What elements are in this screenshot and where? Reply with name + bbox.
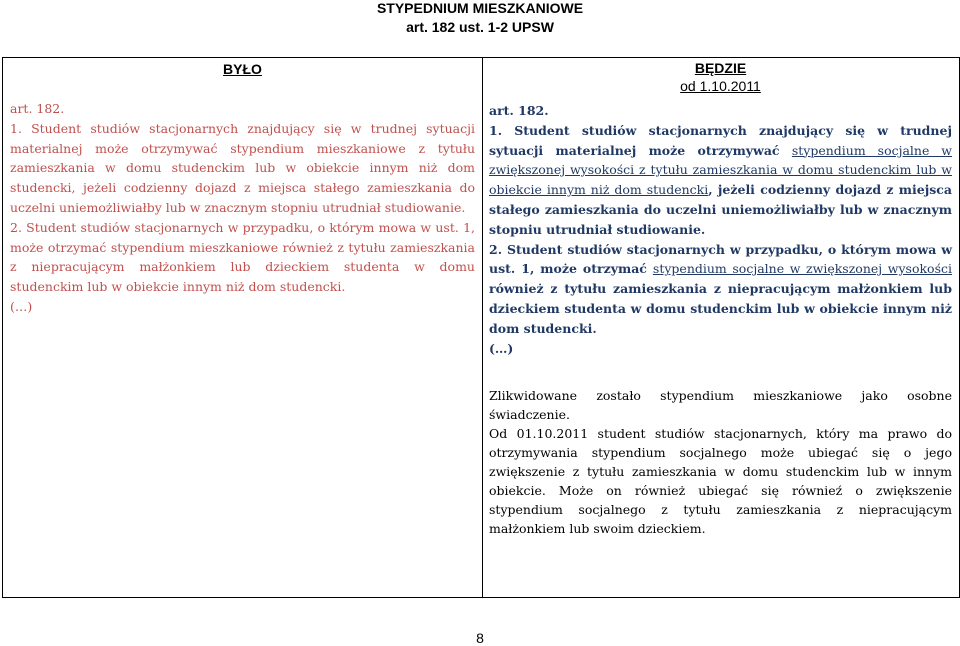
old-paragraph-1: 1. Student studiów stacjonarnych znajdujący się w trudnej sytuacji materialnej może otrzymywać stypendium mieszkaniowe z tytułu zamieszkania w domu studenckim lub w obiekcie innym niż dom studencki, jeżeli codzienny dojazd z miejsca stałego zamieszkania do uczelni uniemożliwiałby lub w znacznym stopniu utrudniał studiowanie.: [10, 120, 475, 215]
old-paragraph-2: 2. Student studiów stacjonarnych w przypadku, o którym mowa w ust. 1, może otrzymać stypendium mieszkaniowe również z tytułu zamieszkania z niepracującym małżonkiem lub dzieckiem studenta w domu studenckim lub w obiekcie innym niż dom studencki.: [10, 219, 475, 295]
comparison-table: [2, 57, 960, 598]
new-paragraph-2-underlined: stypendium socjalne w zwiększonej wysokości: [652, 261, 952, 277]
new-paragraph-2: [489, 240, 952, 339]
column-new: [483, 58, 960, 598]
effective-date: od 1.10.2011: [680, 78, 761, 94]
old-ellipsis: (…): [10, 298, 33, 314]
new-paragraph-1-end: , jeżeli codzienny dojazd z miejsca stałego zamieszkania do uczelni uniemożliwiałby lub w znacznym stopniu utrudniał studiowanie.: [489, 182, 953, 237]
heading-old: BYŁO: [223, 61, 262, 77]
new-paragraph-2-start: 2. Student studiów stacjonarnych w przypadku, o którym mowa w ust. 1, może otrzymać: [489, 241, 952, 277]
document-subtitle: art. 182 ust. 1-2 UPSW: [406, 19, 554, 35]
new-ellipsis: (…): [489, 340, 514, 356]
column-old: [3, 58, 483, 598]
new-paragraph-1-start: 1. Student studiów stacjonarnych znajdujący się w trudnej sytuacji materialnej może otrzymywać: [489, 122, 952, 158]
new-article-number: art. 182.: [489, 103, 549, 118]
page-number: 8: [476, 630, 484, 646]
heading-new: BĘDZIE: [694, 60, 747, 76]
document-title: STYPEDNIUM MIESZKANIOWE: [376, 0, 584, 16]
summary-note-2: Od 01.10.2011 student studiów stacjonarnych, który ma prawo do otrzymywania stypendium socjalnego może ubiegać się o jego zwiększenie z tytułu zamieszkania w domu studenckim lub w innym obiekcie. Może on również ubiegać się równieź o zwiększenie stypendium socjalnego z tytułu zamieszkania z niepracującym małżonkiem lub swoim dzieckiem.: [489, 426, 952, 537]
old-article-number: art. 182.: [10, 101, 65, 116]
new-paragraph-1: [489, 121, 952, 240]
summary-note-1: Zlikwidowane zostało stypendium mieszkaniowe jako osobne świadczenie.: [489, 388, 952, 423]
new-paragraph-1-underlined: stypendium socjalne w zwiększonej wysokości z tytułu zamieszkania w domu studenckim lub w obiekcie innym niż dom studencki: [489, 142, 953, 198]
new-paragraph-2-end: również z tytułu zamieszkania z niepracującym małżonkiem lub dzieckiem studenta w domu studenckim lub w obiekcie innym niż dom studencki.: [489, 281, 952, 336]
